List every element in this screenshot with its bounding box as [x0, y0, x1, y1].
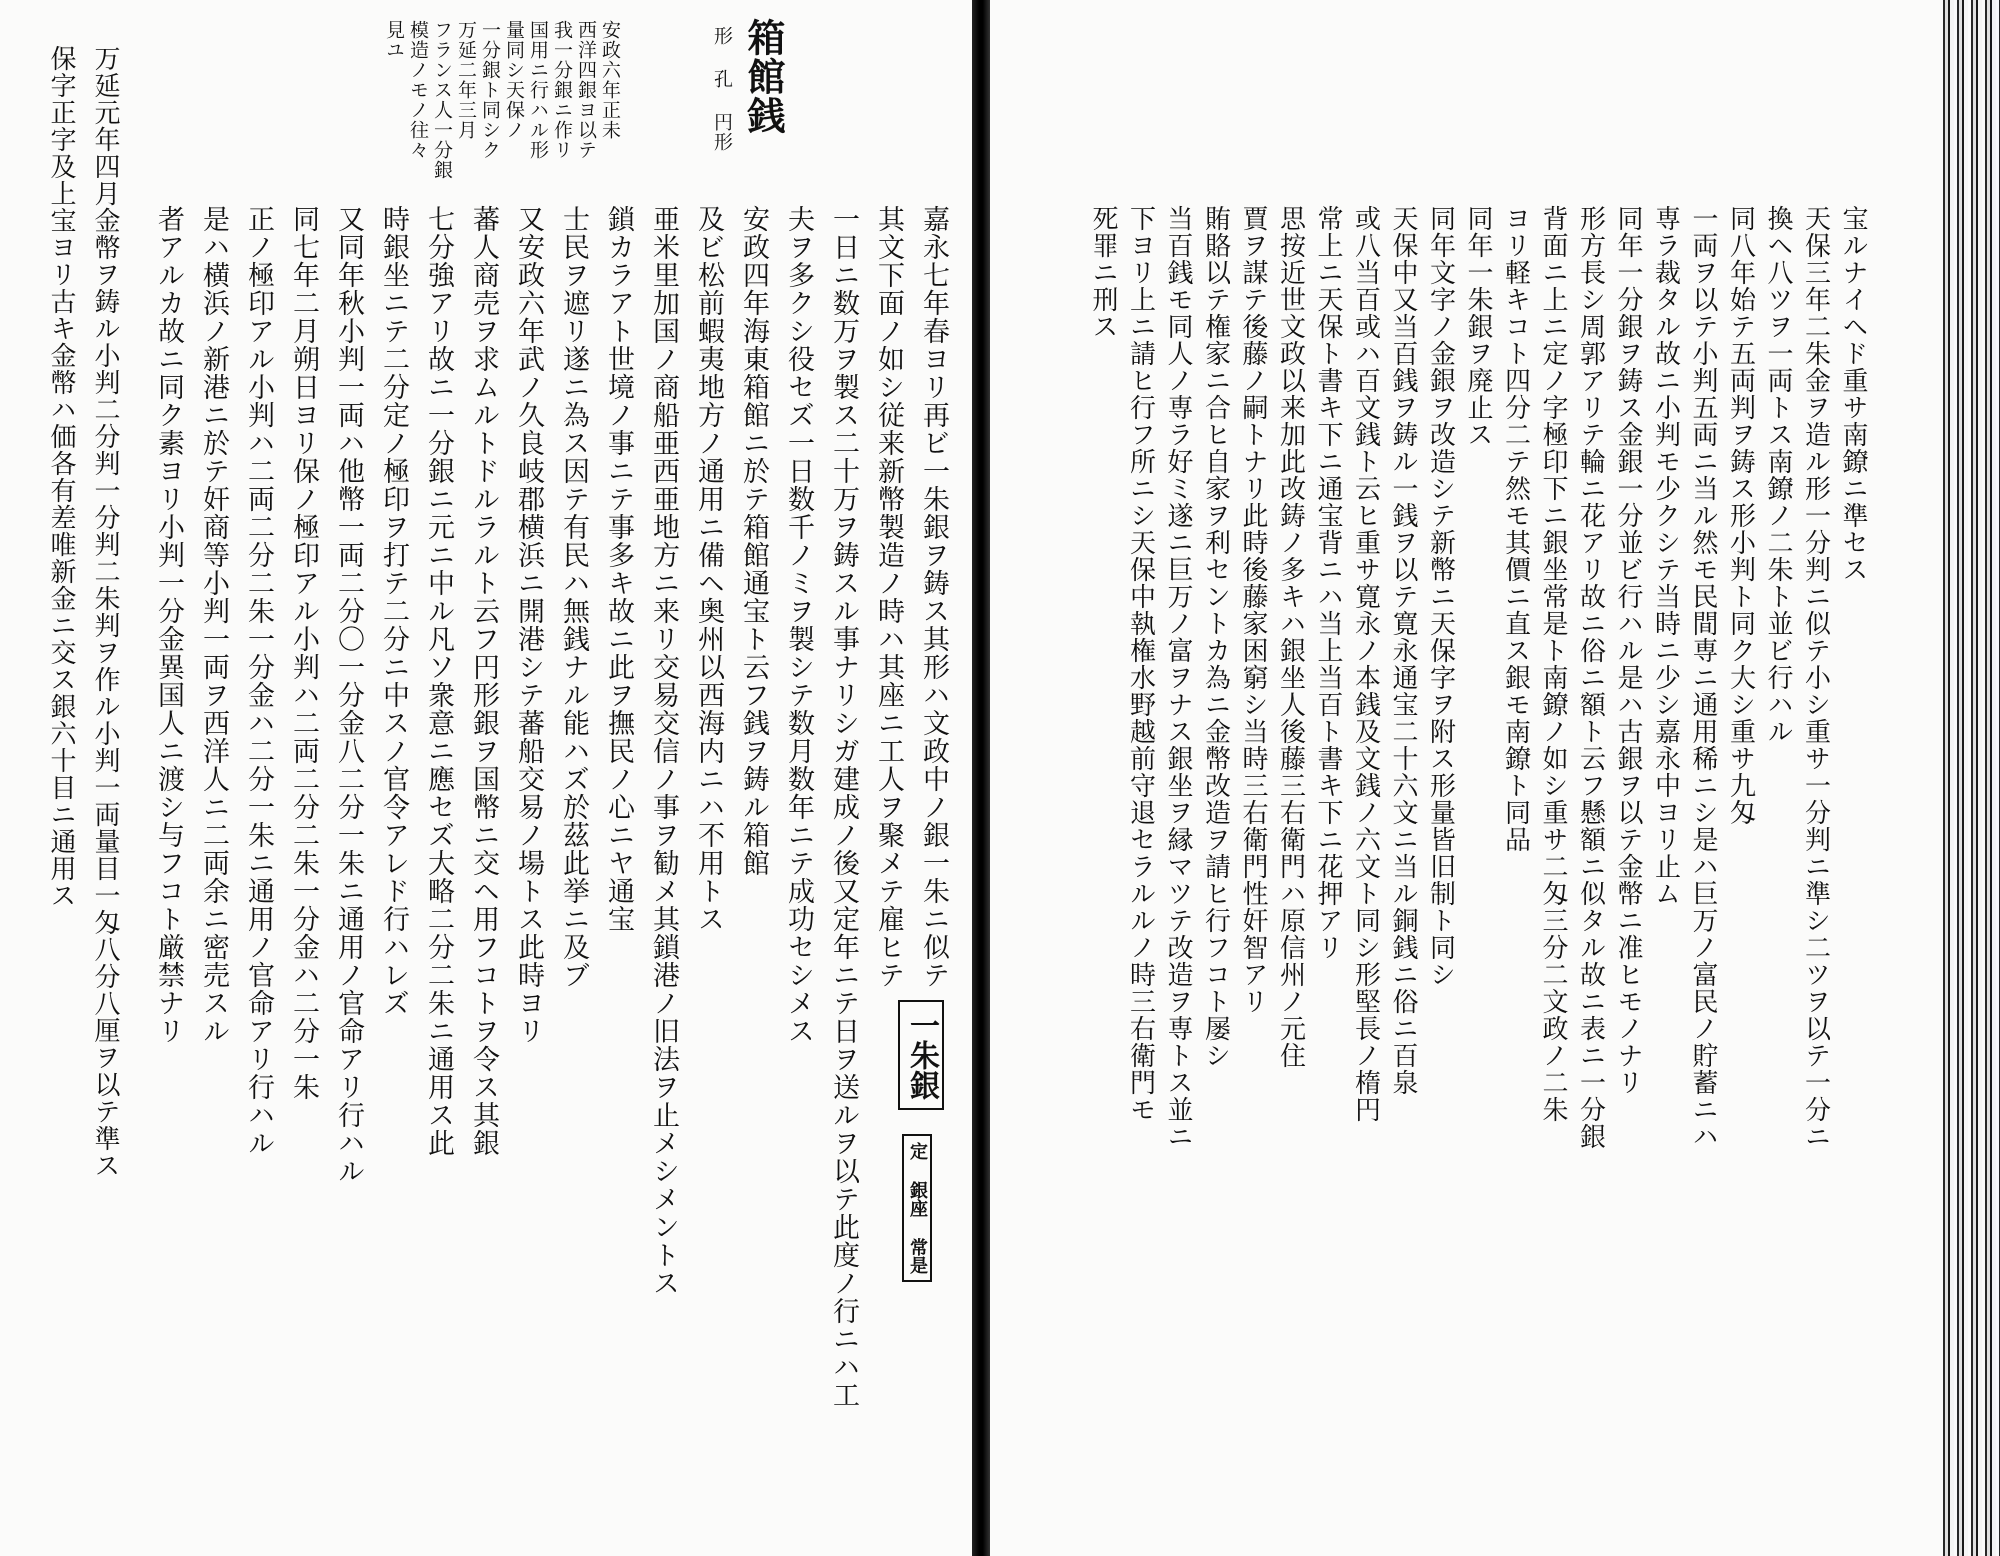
text-column: 万延二年三月	[455, 20, 477, 140]
text-column: 嘉永七年春ヨリ再ビ一朱銀ヲ鋳ス其形ハ文政中ノ銀一朱ニ似テ	[918, 205, 949, 989]
box-label: 一朱銀	[898, 1000, 944, 1110]
text-column: 一両ヲ以テ小判五両ニ当ル然モ民間専ニ通用稀ニシ是ハ巨万ノ富民ノ貯蓄ニハ	[1688, 205, 1718, 1150]
text-column: 又安政六年武ノ久良岐郡横浜ニ開港シテ蕃船交易ノ場トス此時ヨリ	[513, 205, 544, 1045]
text-column: 或八当百或ハ百文銭ト云ヒ重サ寛永ノ本銭及文銭ノ六文ト同シ形堅長ノ楕円	[1350, 205, 1381, 1123]
text-column: 七分強アリ故ニ一分銀ニ元ニ中ル凡ソ衆意ニ應セズ大略二分二朱ニ通用ス此	[423, 205, 454, 1157]
text-column: 又同年秋小判一両ハ他幣一両二分〇一分金八二分一朱ニ通用ノ官命アリ行ハル	[333, 205, 364, 1185]
page-edge-right	[1940, 0, 2000, 1556]
page-title: 箱館銭	[741, 18, 786, 135]
text-column: 士民ヲ遮リ遂ニ為ス因テ有民ハ無銭ナル能ハズ於茲此挙ニ及ブ	[558, 205, 589, 989]
text-column: 西洋四銀ヨ以テ	[575, 20, 597, 160]
text-column: 換ヘ八ツヲ一両トス南鐐ノ二朱ト並ビ行ハル	[1763, 205, 1793, 745]
text-column: 専ラ裁タル故ニ小判モ少クシテ当時ニ少シ嘉永中ヨリ止ム	[1650, 205, 1681, 907]
box-seal: 定 銀座 常是	[902, 1134, 932, 1282]
text-column: 常上ニ天保ト書キ下ニ通宝背ニハ当上当百ト書キ下ニ花押アリ	[1313, 205, 1343, 961]
text-column: 亜米里加国ノ商船亜西亜地方ニ来リ交易交信ノ事ヲ勧メ其鎖港ノ旧法ヲ止メシメントス	[648, 205, 679, 1297]
text-column: 鎖カラアト世境ノ事ニテ事多キ故ニ此ヲ撫民ノ心ニヤ通宝	[603, 205, 634, 933]
text-column: 宝ルナイヘド重サ南鐐ニ準セス	[1838, 205, 1868, 583]
text-column: 背面ニ上ニ定ノ字極印下ニ銀坐常是ト南鐐ノ如シ重サ二匁三分二文政ノ二朱	[1538, 205, 1568, 1123]
text-column: 者アルカ故ニ同ク素ヨリ小判一分金異国人ニ渡シ与フコト厳禁ナリ	[153, 205, 184, 1045]
text-column: 思按近世文政以来加此改鋳ノ多キハ銀坐人後藤三右衛門ハ原信州ノ元住	[1275, 205, 1306, 1069]
text-column: 同年文字ノ金銀ヲ改造シテ新幣ニ天保字ヲ附ス形量皆旧制ト同シ	[1425, 205, 1456, 988]
text-column: 安政六年正未	[599, 20, 621, 140]
text-column: 賄賂以テ権家ニ合ヒ自家ヲ利セントカ為ニ金幣改造ヲ請ヒ行フコト屡シ	[1200, 205, 1231, 1069]
text-column: 天保三年二朱金ヲ造ル形一分判ニ似テ小シ重サ一分判ニ準シ二ツヲ以テ一分ニ	[1800, 205, 1831, 1150]
text-column: 万延元年四月金幣ヲ鋳ル小判二分判一分判二朱判ヲ作ル小判一両量目一匁八分八厘ヲ以テ準ス	[90, 45, 120, 1179]
text-column: 見ユ	[383, 20, 405, 60]
text-column: 安政四年海東箱館ニ於テ箱館通宝ト云フ銭ヲ鋳ル箱館	[738, 205, 769, 877]
book-gutter	[972, 0, 990, 1556]
text-column: 正ノ極印アル小判ハ二両二分二朱一分金ハ二分一朱ニ通用ノ官命アリ行ハル	[243, 205, 274, 1157]
text-column: 賈ヲ謀テ後藤ノ嗣トナリ此時後藤家困窮シ当時三右衛門性奸智アリ	[1238, 205, 1268, 1015]
text-column: 同七年二月朔日ヨリ保ノ極印アル小判ハ二両二分二朱一分金ハ二分一朱	[288, 205, 319, 1101]
page-subtitle: 形 孔 円形	[711, 26, 733, 152]
text-column: 同年一分銀ヲ鋳ス金銀一分並ビ行ハル是ハ古銀ヲ以テ金幣ニ准ヒモノナリ	[1613, 205, 1643, 1096]
text-column: 同八年始テ五両判ヲ鋳ス形小判ト同ク大シ重サ九匁	[1725, 205, 1756, 826]
text-column: 及ビ松前蝦夷地方ノ通用ニ備ヘ奥州以西海内ニハ不用トス	[693, 205, 724, 933]
text-column: 同年一朱銀ヲ廃止ス	[1463, 205, 1493, 448]
text-column: 一分銀ト同シク	[479, 20, 501, 160]
text-column: 量同シ天保ノ	[503, 20, 525, 140]
text-column: 保字正字及上宝ヨリ古キ金幣ハ価各有差唯新金ニ交ス銀六十目ニ通用ス	[46, 45, 76, 909]
text-column: 蕃人商売ヲ求ムルトドルラルト云フ円形銀ヲ国幣ニ交ヘ用フコトヲ令ス其銀	[468, 205, 499, 1157]
text-column: 夫ヲ多クシ役セズ一日数千ノミヲ製シテ数月数年ニテ成功セシメス	[783, 205, 814, 1045]
text-column: 一日ニ数万ヲ製ス二十万ヲ鋳スル事ナリシガ建成ノ後又定年ニテ日ヲ送ルヲ以テ此度ノ行ニハ工	[828, 205, 859, 1409]
text-column: 模造ノモノ往々	[407, 20, 429, 160]
text-column: 是ハ横浜ノ新港ニ於テ奸商等小判一両ヲ西洋人ニ二両余ニ密売スル	[198, 205, 229, 1045]
text-column: 我一分銀ニ作リ	[551, 20, 573, 160]
left-page	[0, 0, 972, 1556]
text-column: 下ヨリ上ニ請ヒ行フ所ニシ天保中執権水野越前守退セラルルノ時三右衛門モ	[1125, 205, 1156, 1123]
text-column: 其文下面ノ如シ従来新幣製造ノ時ハ其座ニ工人ヲ聚メテ雇ヒテ	[873, 205, 904, 989]
text-column: 死罪ニ刑ス	[1088, 205, 1118, 340]
text-column: 国用ニ行ハル形	[527, 20, 549, 160]
text-column: ヨリ軽キコト四分二テ然モ其價ニ直ス銀モ南鐐ト同品	[1500, 205, 1531, 853]
text-column: 当百銭モ同人ノ専ラ好ミ遂ニ巨万ノ富ヲナス銀坐ヲ縁マツテ改造ヲ専トス並ニ	[1163, 205, 1193, 1150]
text-column: 時銀坐ニテ二分定ノ極印ヲ打テ二分ニ中スノ官令アレド行ハレズ	[378, 205, 409, 1017]
text-column: フランス人一分銀	[431, 20, 453, 180]
right-page	[990, 0, 2000, 1556]
text-column: 形方長シ周郭アリテ輪ニ花アリ故ニ俗ニ額ト云フ懸額ニ似タル故ニ表ニ一分銀	[1575, 205, 1606, 1150]
text-column: 天保中又当百銭ヲ鋳ル一銭ヲ以テ寛永通宝二十六文ニ当ル銅銭ニ俗ニ百泉	[1388, 205, 1418, 1096]
